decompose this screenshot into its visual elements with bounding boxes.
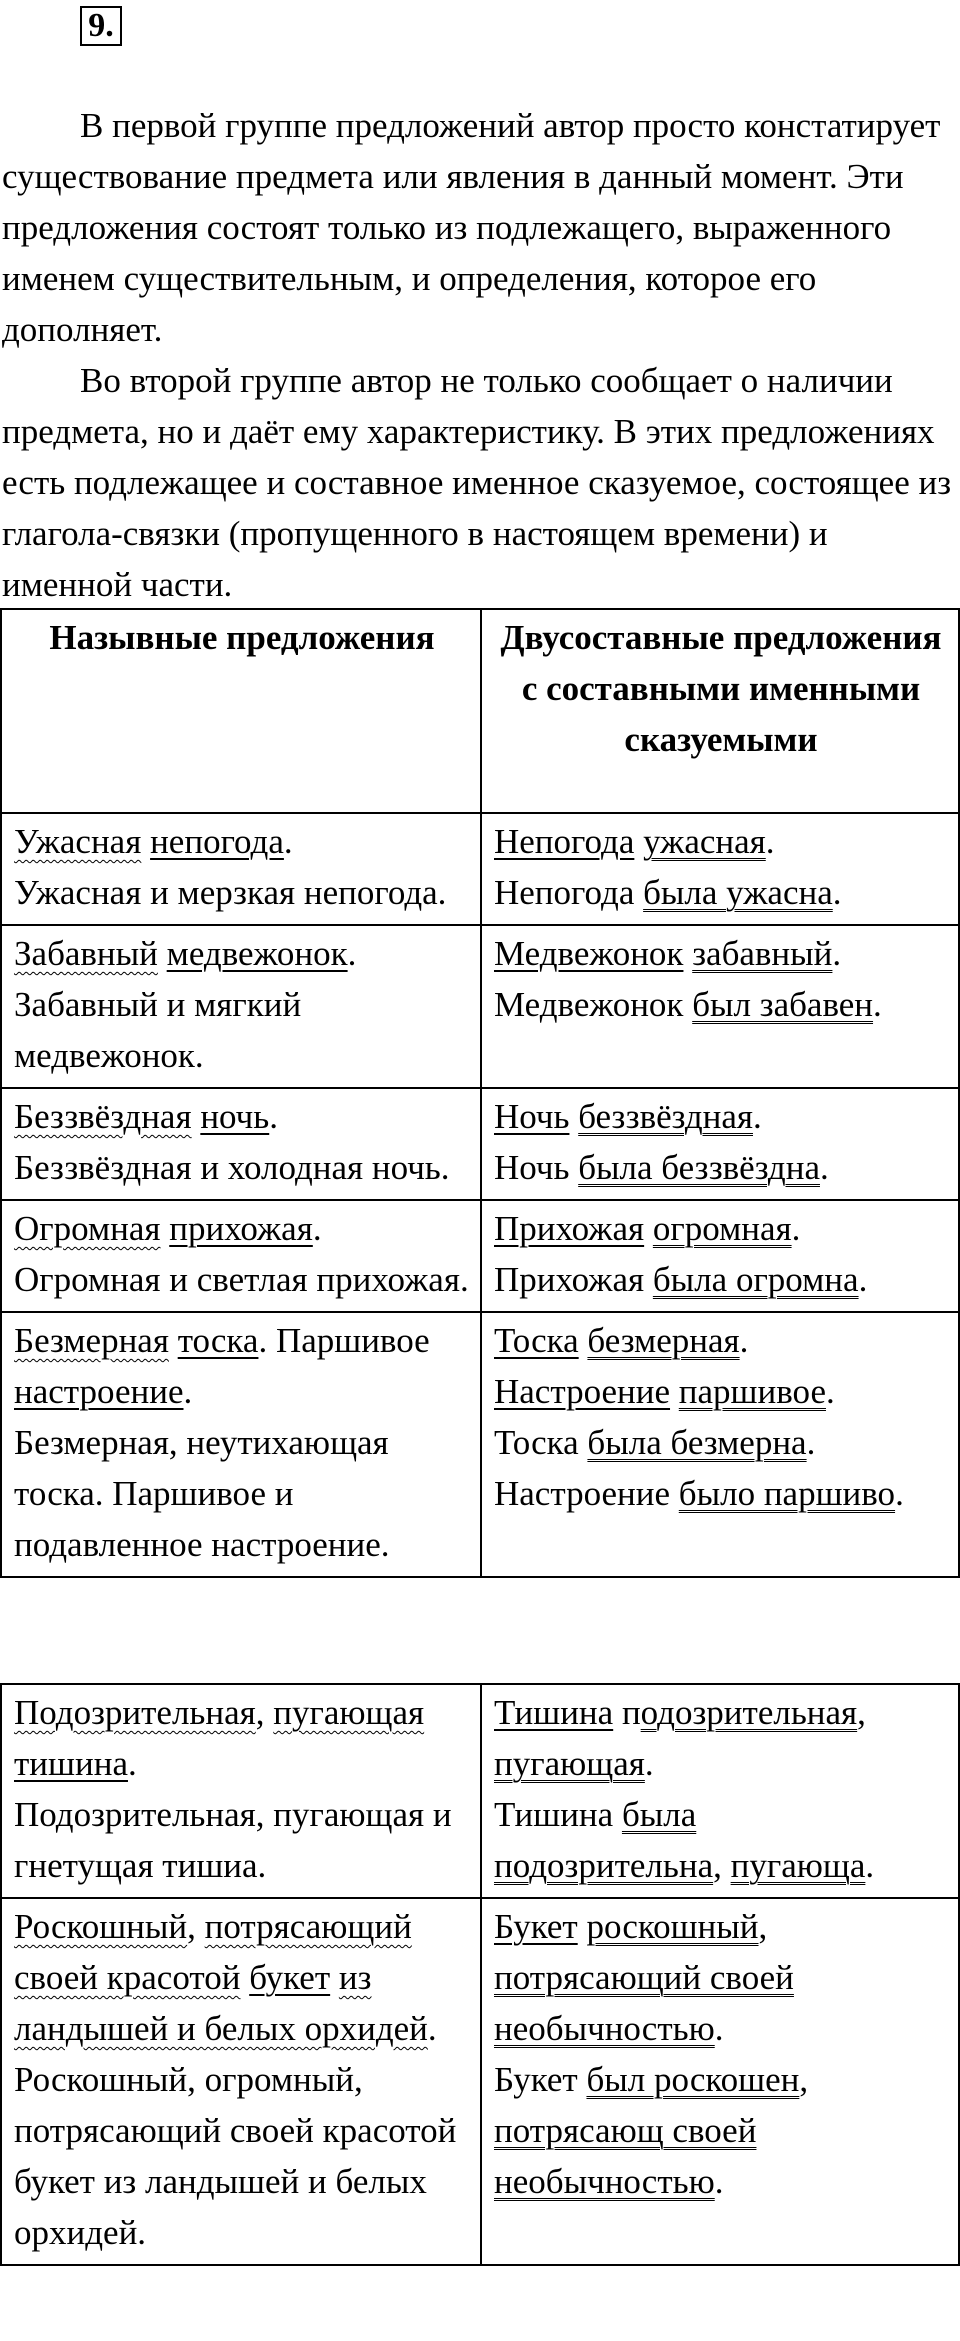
period: .: [895, 1474, 904, 1513]
period: .: [283, 822, 293, 861]
table-row: [1, 1088, 959, 1200]
sentence-line: [494, 979, 948, 1030]
extended-sentence: Роскошный, огромный, потрясающий своей красотой букет из ландышей и белых орхидей.: [14, 2060, 457, 2252]
subject-word: Тишина: [494, 1795, 614, 1834]
period: .: [765, 822, 775, 861]
space: [158, 934, 167, 973]
comma: ,: [857, 1693, 866, 1732]
attribute-word: Ужасная: [14, 822, 142, 861]
predicate-word: одозрительная: [640, 1693, 858, 1732]
period: .: [183, 1372, 193, 1411]
subject-word: Прихожая: [494, 1260, 645, 1299]
subject-word: тоска: [177, 1321, 259, 1360]
subject-word: Тоска: [494, 1423, 579, 1462]
subject-word: Медвежонок: [494, 934, 684, 973]
predicate-phrase: потрясающий своей необычностью: [494, 1958, 794, 2048]
predicate-word: беззвёздная: [578, 1097, 753, 1136]
period: .: [791, 1209, 801, 1248]
predicate-phrase: был роскошен: [586, 2060, 800, 2099]
cell-two-part: [481, 813, 959, 925]
comparison-table: [0, 608, 960, 1578]
attribute-phrase: из ландышей и белых орхидей: [14, 1958, 428, 2048]
text-fragment: . Паршивое: [258, 1321, 430, 1360]
predicate-word: огромная: [652, 1209, 792, 1248]
period: .: [825, 1372, 835, 1411]
subject-word: Букет: [494, 2060, 578, 2099]
cell-two-part: [481, 1898, 959, 2265]
extended-sentence: Ужасная и мерзкая непогода.: [14, 873, 447, 912]
comma: ,: [255, 1693, 274, 1732]
attribute-word: пугающая: [273, 1693, 425, 1732]
predicate-word: пугающая: [494, 1744, 645, 1783]
sentence-line: [494, 867, 948, 918]
comma: ,: [187, 1907, 205, 1946]
period: .: [347, 934, 357, 973]
header-nominative: Назывные предложения: [1, 609, 481, 813]
attribute-word: Забавный: [14, 934, 158, 973]
predicate-word: был забавен: [692, 985, 874, 1024]
attribute-word: Огромная: [14, 1209, 161, 1248]
period: .: [753, 1097, 762, 1136]
cell-nominative: [1, 1898, 481, 2265]
attribute-phrase: потрясающий своей красотой: [14, 1907, 412, 1997]
predicate-phrase: потрясающ своей необычностью: [494, 2111, 757, 2201]
subject-word: Настроение: [494, 1372, 671, 1411]
extended-sentence: Безмерная, неутихающая тоска. Паршивое и подавленное настроение.: [14, 1423, 390, 1564]
cell-two-part: [481, 1088, 959, 1200]
subject-word: непогода: [150, 822, 284, 861]
period: .: [127, 1744, 137, 1783]
predicate-word: была безмерна: [587, 1423, 807, 1462]
extended-sentence: Подозрительная, пугающая и гнетущая тишиа.: [14, 1795, 452, 1885]
period: .: [427, 2009, 437, 2048]
comparison-table-continued: [0, 1683, 960, 2266]
space: [160, 1209, 169, 1248]
subject-word: Прихожая: [494, 1209, 645, 1248]
predicate-word: роскошный: [586, 1907, 759, 1946]
subject-word: Ночь: [494, 1148, 570, 1187]
period: .: [858, 1260, 868, 1299]
period: .: [832, 934, 842, 973]
subject-word: Букет: [494, 1907, 578, 1946]
period: .: [714, 2009, 724, 2048]
subject-word: Медвежонок: [494, 985, 684, 1024]
extended-sentence: Беззвёздная и холодная ночь.: [14, 1148, 450, 1187]
sentence-line: [494, 1789, 948, 1840]
comma: ,: [799, 2060, 809, 2099]
subject-word: Тоска: [494, 1321, 579, 1360]
subject-word: Ночь: [494, 1097, 570, 1136]
attribute-word: Безмерная: [14, 1321, 169, 1360]
extended-sentence: Огромная и светлая прихожая.: [14, 1260, 469, 1299]
subject-word: настроение: [14, 1372, 184, 1411]
exercise-number: 9.: [80, 6, 122, 46]
predicate-word: ужасная: [643, 822, 766, 861]
predicate-word: подозрительна: [494, 1846, 714, 1885]
subject-word: Настроение: [494, 1474, 671, 1513]
period: .: [873, 985, 882, 1024]
period: .: [269, 1097, 278, 1136]
cell-two-part: [481, 1200, 959, 1312]
cell-two-part: [481, 1684, 959, 1898]
cell-nominative: [1, 1684, 481, 1898]
period: .: [806, 1423, 816, 1462]
sentence-line: [494, 1468, 948, 1519]
table-row: [1, 813, 959, 925]
table-row: [1, 1200, 959, 1312]
table-row: [1, 1312, 959, 1577]
text-fragment: п: [613, 1693, 641, 1732]
table-row: [1, 1898, 959, 2265]
cell-nominative: [1, 813, 481, 925]
subject-word: ночь: [200, 1097, 270, 1136]
intro-text: [2, 100, 952, 610]
comma: ,: [758, 1907, 768, 1946]
intro-paragraph-2: Во второй группе автор не только сообщает о наличии предмета, но и даёт ему характеристику. В этих предложениях есть подлежащее и составное именное сказуемое, состоящее из глагола-связки (пропущенного в настоящем времени) и именной части.: [2, 361, 952, 604]
predicate-word: паршивое: [678, 1372, 826, 1411]
predicate-word: забавный: [692, 934, 833, 973]
intro-paragraph-1: В первой группе предложений автор просто констатирует существование предмета или явления в данный момент. Эти предложения состоят только из подлежащего, выраженного именем существительным, и определения, которое его дополняет.: [2, 106, 941, 349]
predicate-word: было паршиво: [678, 1474, 896, 1513]
table-row: [1, 1684, 959, 1898]
subject-word: Тишина: [494, 1693, 614, 1732]
period: .: [644, 1744, 654, 1783]
sentence-line: [494, 1254, 948, 1305]
subject-word: медвежонок: [166, 934, 348, 973]
subject-word: тишина: [14, 1744, 128, 1783]
sentence-line: [494, 1840, 948, 1891]
sentence-line: [494, 1366, 948, 1417]
predicate-word: была беззвёздна: [578, 1148, 820, 1187]
extended-sentence: Забавный и мягкий медвежонок.: [14, 985, 302, 1075]
predicate-word: была огромна: [652, 1260, 859, 1299]
period: .: [819, 1148, 829, 1187]
cell-nominative: [1, 925, 481, 1088]
predicate-word: была: [621, 1795, 697, 1834]
period: .: [832, 873, 842, 912]
sentence-line: [494, 1142, 948, 1193]
cell-nominative: [1, 1200, 481, 1312]
comma: ,: [713, 1846, 731, 1885]
sentence-line: [494, 1315, 948, 1366]
table-row: [1, 925, 959, 1088]
attribute-word: Подозрительная: [14, 1693, 256, 1732]
period: .: [739, 1321, 749, 1360]
subject-word: Непогода: [494, 822, 635, 861]
subject-word: Непогода: [494, 873, 635, 912]
sentence-line: [494, 1417, 948, 1468]
predicate-word: безмерная: [587, 1321, 740, 1360]
period: .: [312, 1209, 322, 1248]
period: .: [714, 2162, 724, 2201]
predicate-word: была ужасна: [643, 873, 833, 912]
header-two-part: Двусоставные предложения с составными именными сказуемыми: [481, 609, 959, 813]
sentence-line: [494, 2054, 948, 2207]
space: [141, 822, 150, 861]
cell-nominative: [1, 1312, 481, 1577]
cell-two-part: [481, 925, 959, 1088]
period: .: [865, 1846, 875, 1885]
attribute-word: Роскошный: [14, 1907, 188, 1946]
subject-word: букет: [249, 1958, 331, 1997]
predicate-word: пугающа: [730, 1846, 866, 1885]
attribute-word: Беззвёздная: [14, 1097, 192, 1136]
cell-two-part: [481, 1312, 959, 1577]
subject-word: прихожая: [169, 1209, 313, 1248]
table-header-row: [1, 609, 959, 813]
cell-nominative: [1, 1088, 481, 1200]
